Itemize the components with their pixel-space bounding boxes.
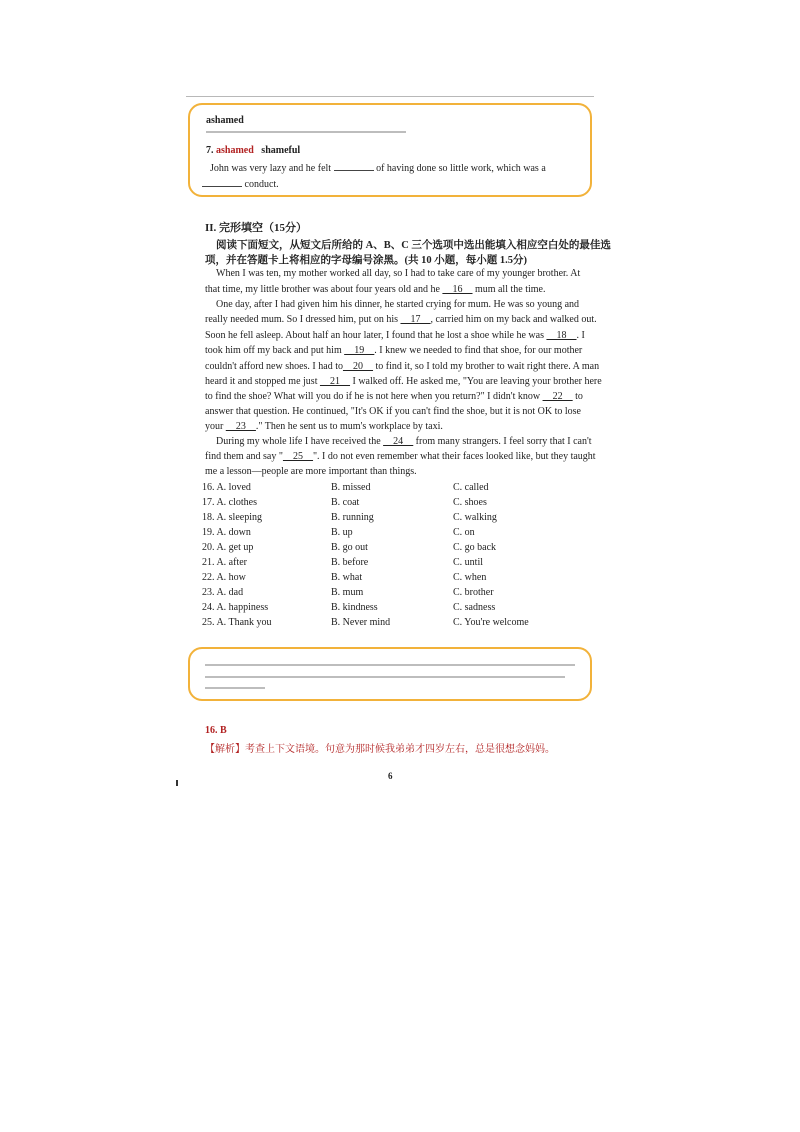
option-a: 21. A. after — [202, 557, 247, 568]
passage-line: your __23__." Then he sent us to mum's workplace by taxi. — [205, 421, 443, 432]
answer-box-bottom — [188, 647, 592, 701]
option-a: 23. A. dad — [202, 587, 244, 598]
option-c: C. sadness — [453, 602, 496, 613]
blank-20: __20__ — [342, 361, 373, 372]
option-c: C. called — [453, 482, 489, 493]
box-word: ashamed — [206, 115, 244, 126]
option-c: C. until — [453, 557, 484, 568]
option-c: C. shoes — [453, 497, 487, 508]
question-7 — [206, 145, 300, 156]
option-a: 25. A. Thank you — [202, 617, 272, 628]
margin-mark — [176, 780, 178, 786]
option-b: B. missed — [331, 482, 371, 493]
blank-17: __17__ — [400, 314, 431, 325]
option-c: C. when — [453, 572, 487, 583]
section-title: II. 完形填空（15分） — [205, 222, 308, 234]
faded-text-line — [206, 131, 406, 133]
passage-line: heard it and stopped me just __21__ I walked off. He asked me, "You are leaving your brother here — [205, 376, 602, 387]
option-b: B. mum — [331, 587, 364, 598]
instructions-line1: 阅读下面短文，从短文后所给的 A、B、C 三个选项中选出能填入相应空白处的最佳选 — [216, 240, 611, 251]
passage-line: couldn't afford new shoes. I had to__20__ to find it, so I told my brother to wait right there. A man — [205, 361, 600, 372]
option-a: 22. A. how — [202, 572, 246, 583]
passage-line: took him off my back and put him __19__. I knew we needed to find that shoe, for our mother — [205, 345, 583, 356]
option-c: C. brother — [453, 587, 494, 598]
q7-other: shameful — [261, 145, 301, 156]
option-b: B. go out — [331, 542, 368, 553]
faded-text-line — [205, 664, 575, 666]
option-c: C. on — [453, 527, 475, 538]
option-b: B. running — [331, 512, 374, 523]
q7-text-a: John was very lazy and he felt — [210, 163, 332, 174]
blank-24: __24__ — [383, 436, 414, 447]
passage-line: to find the shoe? What will you do if he is not here when you return?" I didn't know __22__ to — [205, 391, 583, 402]
option-a: 17. A. clothes — [202, 497, 257, 508]
passage-line: When I was ten, my mother worked all day, so I had to take care of my younger brother. At — [216, 268, 581, 279]
passage-line: me a lesson—people are more important than things. — [205, 466, 417, 477]
q7-text-c: conduct. — [244, 179, 279, 190]
answer-label: 16. B — [205, 725, 227, 736]
option-b: B. kindness — [331, 602, 378, 613]
q7-sentence-line2 — [202, 177, 279, 190]
option-c: C. You're welcome — [453, 617, 529, 628]
option-b: B. before — [331, 557, 369, 568]
q7-answer: ashamed — [216, 145, 254, 156]
passage-line: One day, after I had given him his dinner, he started crying for mum. He was so young and — [216, 299, 580, 310]
q7-text-b: of having done so little work, which was a — [376, 163, 546, 174]
option-a: 18. A. sleeping — [202, 512, 262, 523]
blank-19: __19__ — [344, 345, 375, 356]
blank-22: __22__ — [542, 391, 573, 402]
blank-25: __25__ — [282, 451, 313, 462]
passage-line: Soon he fell asleep. About half an hour later, I found that he lost a shoe while he was __18__. I — [205, 330, 585, 341]
blank-16: __16__ — [442, 284, 473, 295]
blank-23: __23__ — [225, 421, 256, 432]
q7-number: 7. — [206, 145, 214, 156]
passage-line: answer that question. He continued, "It's OK if you can't find the shoe, but it is not OK to lose — [205, 406, 581, 417]
option-b: B. coat — [331, 497, 360, 508]
q7-sentence-line1 — [210, 161, 546, 174]
blank-18: __18__ — [546, 330, 577, 341]
q7-blank-1 — [334, 161, 374, 171]
option-a: 16. A. loved — [202, 482, 251, 493]
answer-analysis: 【解析】考查上下文语境。句意为那时候我弟弟才四岁左右，总是很想念妈妈。 — [205, 744, 555, 755]
faded-text-line — [205, 676, 565, 678]
passage-line: really needed mum. So I dressed him, put on his __17__, carried him on my back and walked out. — [205, 314, 597, 325]
option-b: B. Never mind — [331, 617, 391, 628]
instructions-line2: 项，并在答题卡上将相应的字母编号涂黑。(共 10 小题，每小题 1.5分) — [205, 255, 527, 266]
option-a: 20. A. get up — [202, 542, 254, 553]
option-b: B. what — [331, 572, 363, 583]
passage-line: that time, my little brother was about four years old and he __16__ mum all the time. — [205, 284, 546, 295]
faded-text-line — [205, 687, 265, 689]
passage-line: find them and say "__25__". I do not even remember what their faces looked like, but they taught — [205, 451, 596, 462]
option-a: 19. A. down — [202, 527, 251, 538]
option-c: C. walking — [453, 512, 497, 523]
q7-blank-2 — [202, 177, 242, 187]
passage-line: During my whole life I have received the __24__ from many strangers. I feel sorry that I can't — [216, 436, 592, 447]
option-a: 24. A. happiness — [202, 602, 269, 613]
page-number: 6 — [388, 771, 393, 781]
blank-21: __21__ — [319, 376, 350, 387]
option-c: C. go back — [453, 542, 497, 553]
top-divider — [186, 96, 594, 97]
option-b: B. up — [331, 527, 353, 538]
